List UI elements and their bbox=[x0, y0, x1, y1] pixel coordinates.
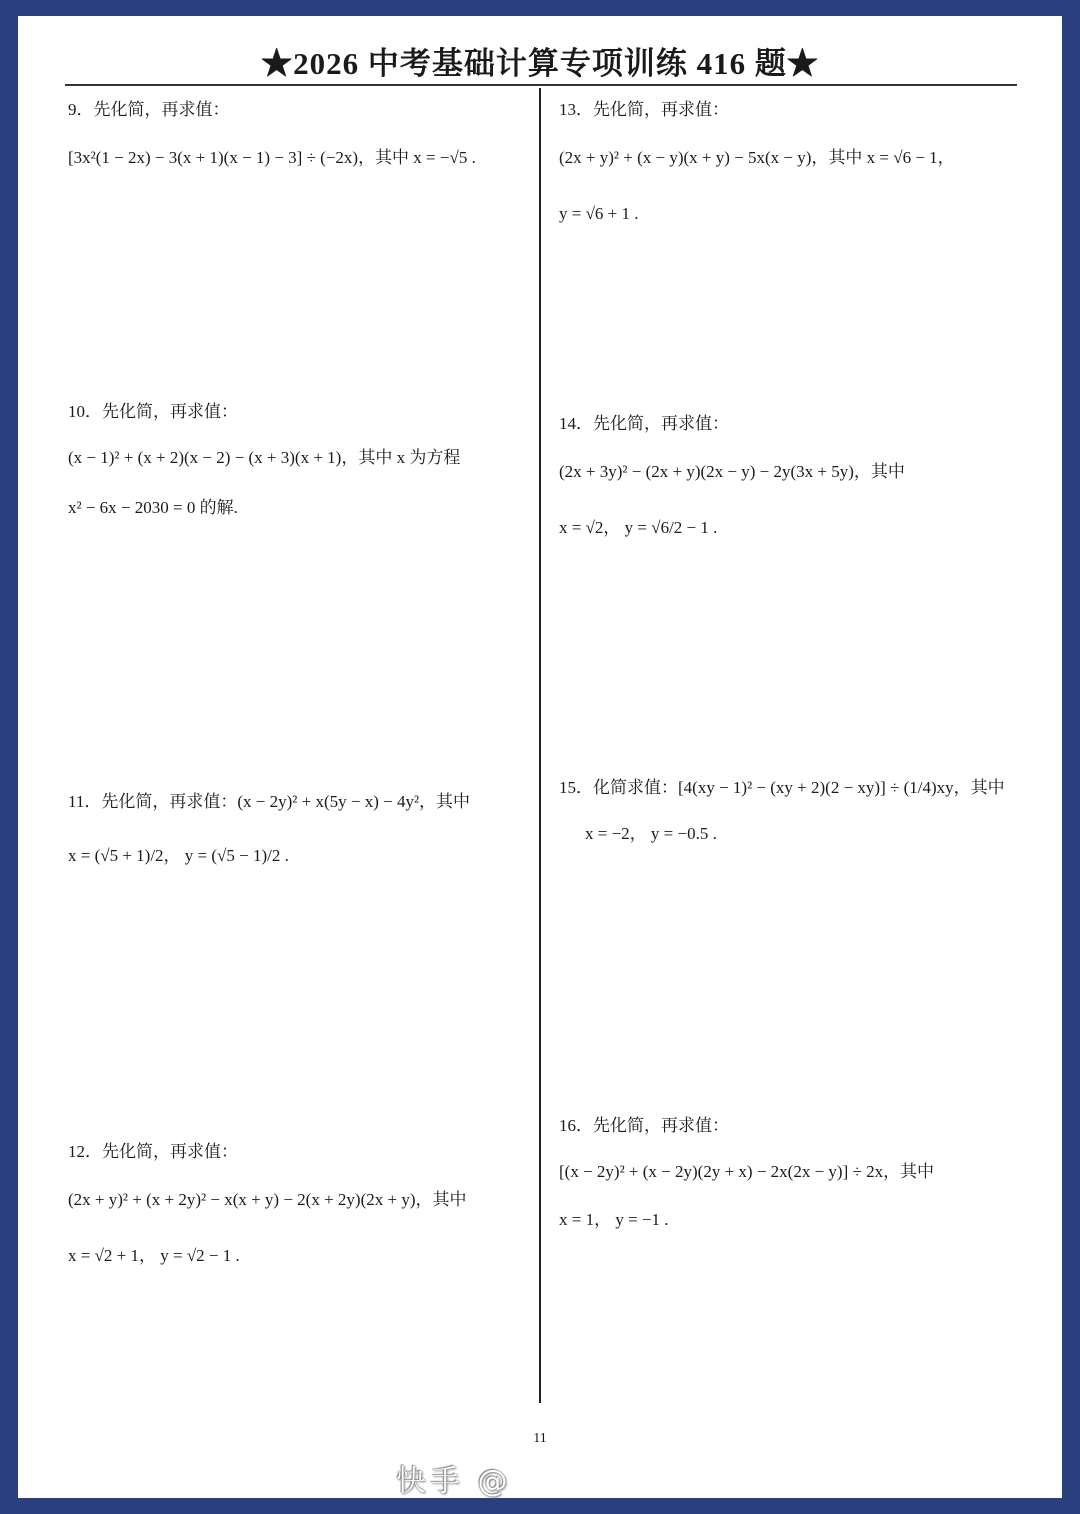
title-divider bbox=[65, 84, 1017, 86]
problem-expression: x = (√5 + 1)/2， y = (√5 − 1)/2 . bbox=[68, 846, 289, 865]
problem-label: 11．先化简，再求值：(x − 2y)² + x(5y − x) − 4y²，其中 bbox=[68, 792, 471, 811]
column-divider bbox=[539, 88, 541, 1403]
problem-label: 15．化简求值：[4(xy − 1)² − (xy + 2)(2 − xy)] ÷ (1/4)xy，其中 bbox=[559, 778, 1005, 797]
page-title: ★2026 中考基础计算专项训练 416 题★ bbox=[261, 46, 819, 81]
problem-expression: (2x + y)² + (x − y)(x + y) − 5x(x − y)，其中 x = √6 − 1， bbox=[559, 148, 955, 167]
problem-expression: x = √2 + 1， y = √2 − 1 . bbox=[68, 1246, 240, 1265]
problem-label: 9．先化简，再求值： bbox=[68, 100, 230, 119]
problem-label: 16．先化简，再求值： bbox=[559, 1116, 729, 1135]
problem-expression: x = 1， y = −1 . bbox=[559, 1210, 669, 1229]
problem-expression: [(x − 2y)² + (x − 2y)(2y + x) − 2x(2x − y)] ÷ 2x，其中 bbox=[559, 1162, 935, 1181]
problem-label: 13．先化简，再求值： bbox=[559, 100, 729, 119]
problem-expression: y = √6 + 1 . bbox=[559, 204, 639, 223]
problem-expression: [3x²(1 − 2x) − 3(x + 1)(x − 1) − 3] ÷ (−2x)，其中 x = −√5 . bbox=[68, 148, 476, 167]
problem-expression: x = √2， y = √6/2 − 1 . bbox=[559, 518, 718, 537]
document-page bbox=[18, 16, 1062, 1498]
watermark-text: 快手 @ bbox=[396, 1464, 512, 1499]
problem-expression: (2x + 3y)² − (2x + y)(2x − y) − 2y(3x + 5y)，其中 bbox=[559, 462, 905, 481]
problem-expression: (x − 1)² + (x + 2)(x − 2) − (x + 3)(x + 1)，其中 x 为方程 bbox=[68, 448, 461, 467]
page-number: 11 bbox=[533, 1431, 547, 1446]
problem-expression: (2x + y)² + (x + 2y)² − x(x + y) − 2(x + 2y)(2x + y)，其中 bbox=[68, 1190, 467, 1209]
problem-label: 10．先化简，再求值： bbox=[68, 402, 238, 421]
problem-expression: x = −2， y = −0.5 . bbox=[585, 824, 717, 843]
problem-label: 12．先化简，再求值： bbox=[68, 1142, 238, 1161]
problem-label: 14．先化简，再求值： bbox=[559, 414, 729, 433]
problem-expression: x² − 6x − 2030 = 0 的解. bbox=[68, 498, 238, 517]
